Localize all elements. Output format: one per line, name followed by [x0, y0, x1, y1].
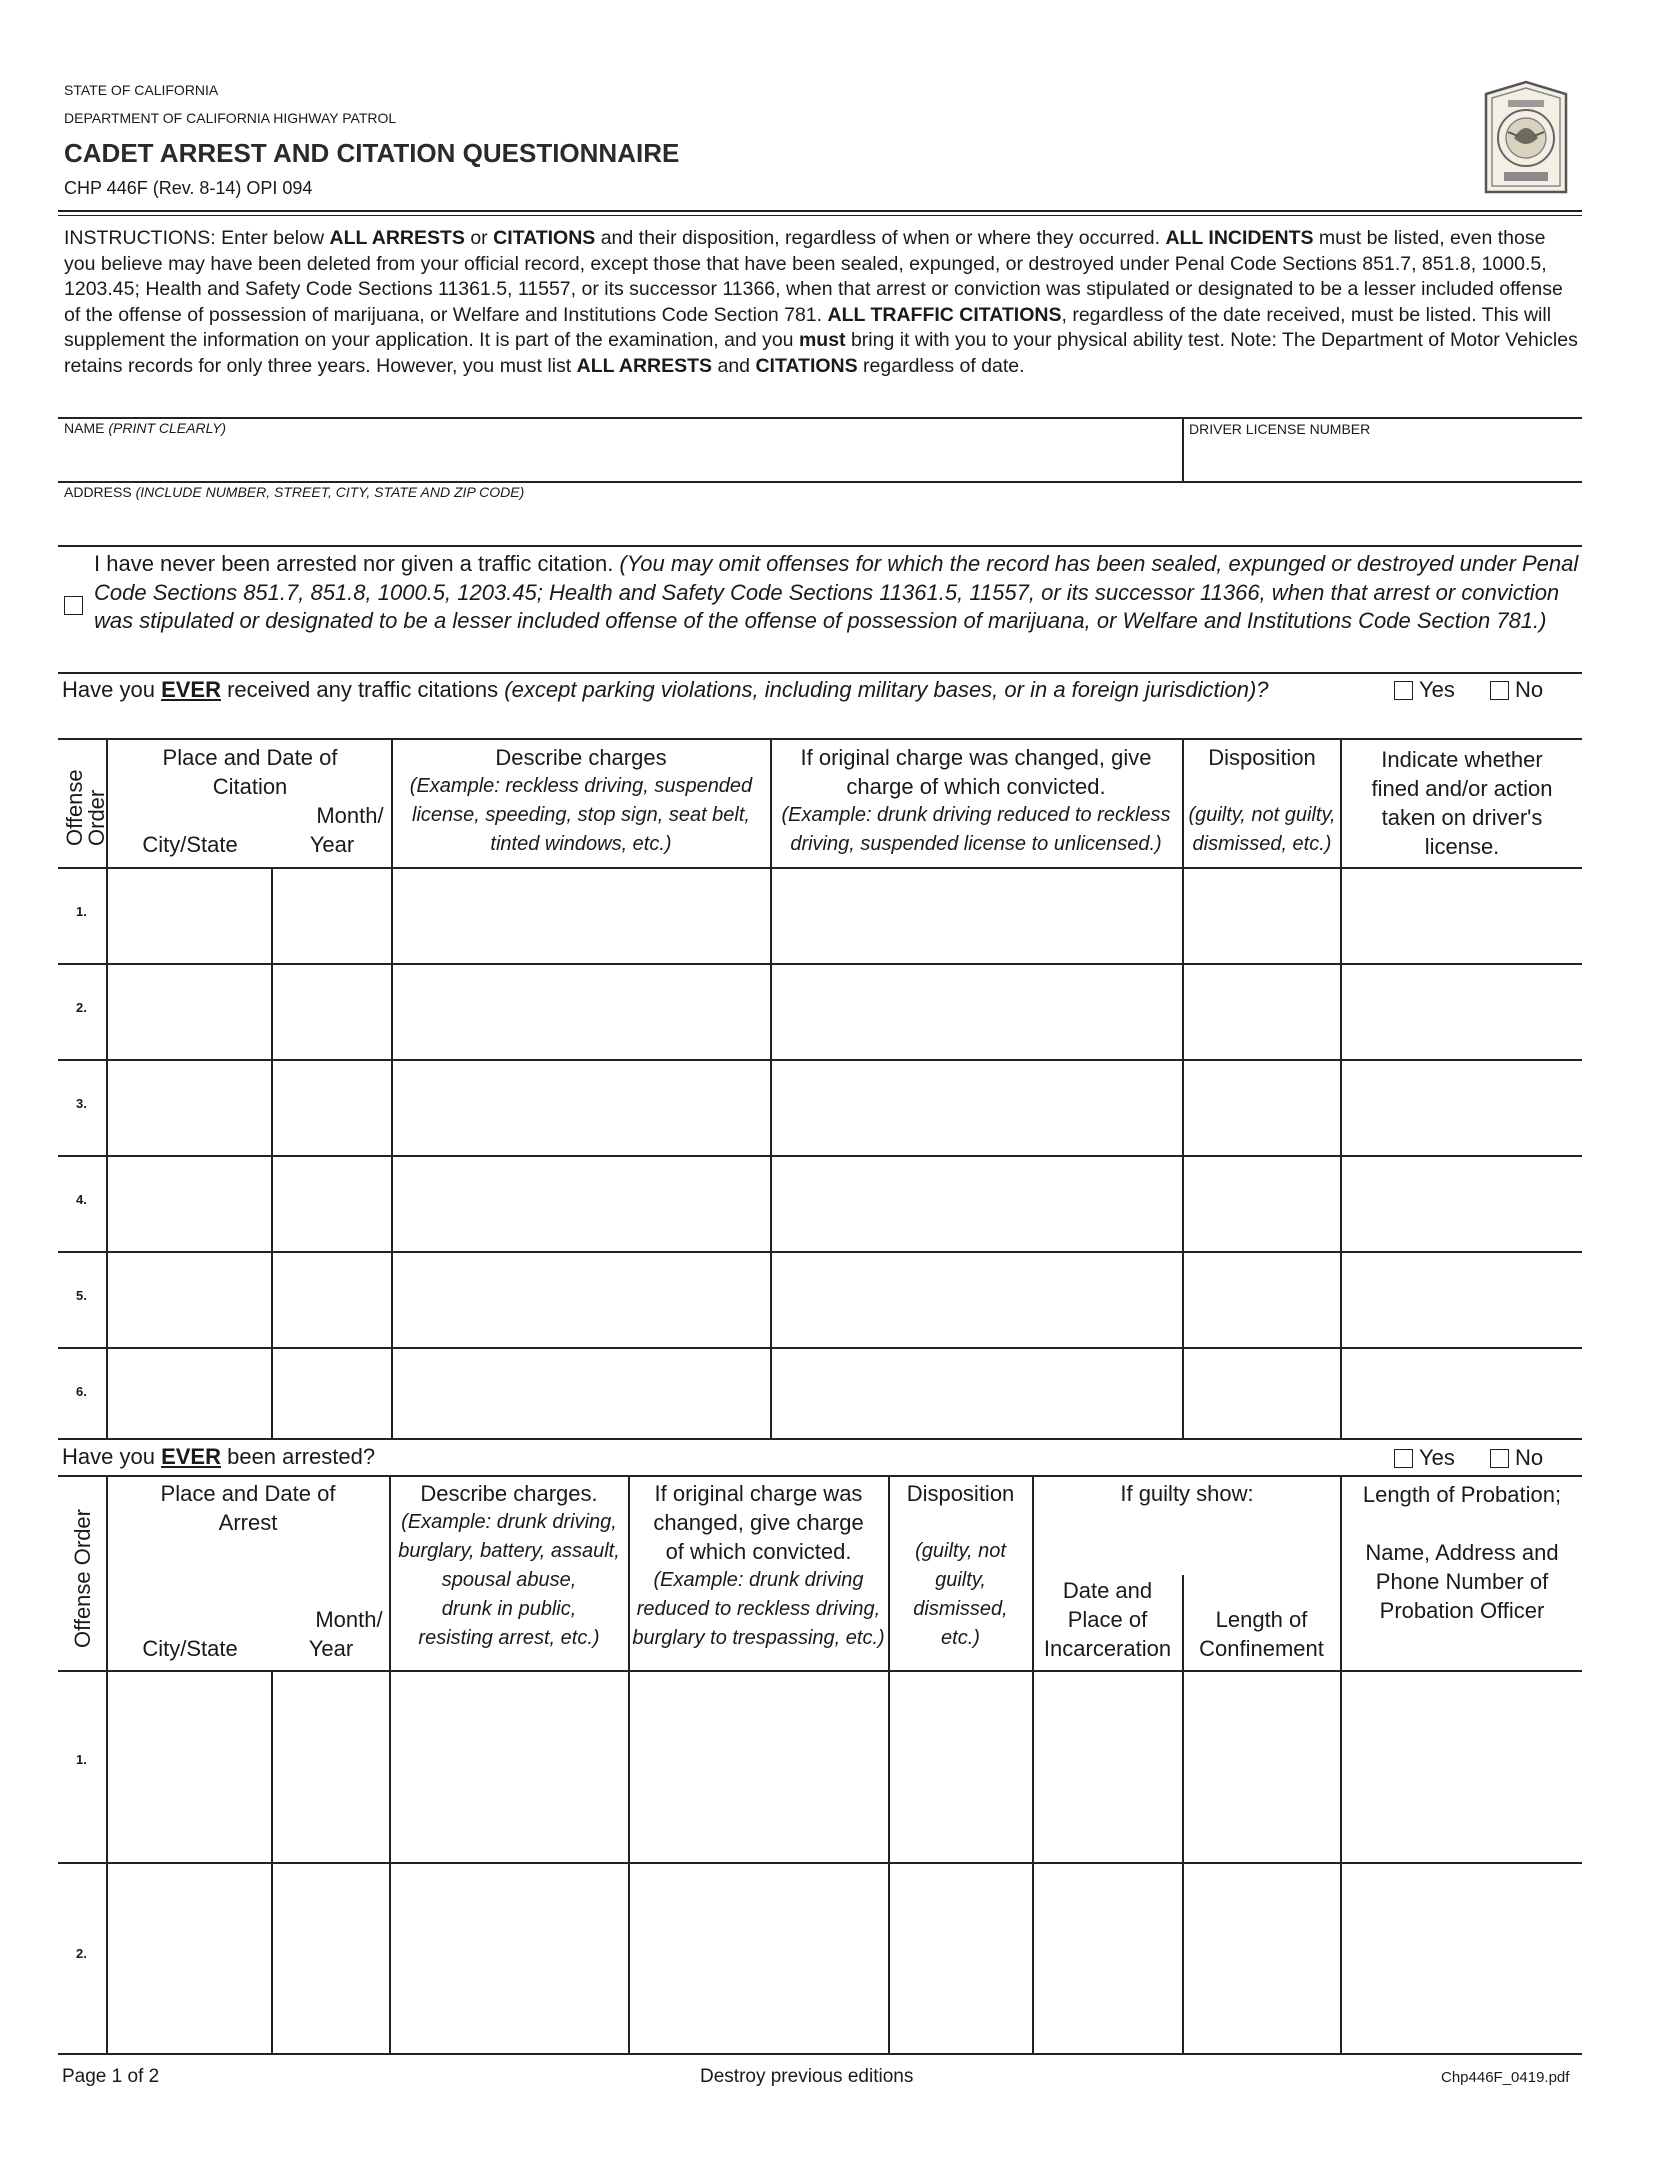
traffic-changed-charge-header: If original charge was changed, give charge of which convicted. (Example: drunk driving reduced to reckless driving, suspended license to unlicensed.)	[781, 745, 1171, 855]
arrest-row-2[interactable]	[108, 1864, 1580, 2052]
traffic-row-6-number: 6.	[76, 1384, 87, 1399]
destroy-notice: Destroy previous editions	[700, 2066, 914, 2087]
traffic-row-3[interactable]	[108, 1061, 1580, 1155]
form-number: CHP 446F (Rev. 8-14) OPI 094	[64, 178, 313, 198]
name-dl-divider	[1182, 417, 1184, 481]
arrest-changed-charge-header: If original charge was changed, give charge of which convicted. (Example: drunk driving reduced to reckless driving, burglary to trespassing, etc.)	[632, 1481, 885, 1649]
traffic-no-checkbox[interactable]	[1490, 681, 1509, 700]
never-arrested-checkbox[interactable]	[64, 596, 83, 615]
name-field-top-rule	[58, 417, 1582, 419]
header-rule-bottom	[58, 215, 1582, 216]
traffic-row-5[interactable]	[108, 1253, 1580, 1347]
arrest-no-label: No	[1515, 1445, 1544, 1470]
traffic-no-label: No	[1515, 677, 1544, 702]
arrest-city-state-header: City/State	[142, 1636, 238, 1661]
traffic-row-4-number: 4.	[76, 1192, 87, 1207]
arrest-row-1-number: 1.	[76, 1752, 87, 1767]
name-field-bottom-rule	[58, 481, 1582, 483]
traffic-yes-checkbox[interactable]	[1394, 681, 1413, 700]
instructions: INSTRUCTIONS: Enter below ALL ARRESTS or CITATIONS and their disposition, regardless of when or where they occurred. ALL INCIDENTS must be listed, even those you believe may have been deleted from your official record, except those that have been sealed, expunged, or destroyed under Penal Code Sections 851.7, 851.8, 1000.5, 1203.45; Health and Safety Code Sections 11361.5, 11557, or its successor 11366, when that arrest or conviction was stipulated or designated to be a lesser included offense of the offense of possession of marijuana, or Welfare and Institutions Code Section 781. ALL TRAFFIC CITATIONS, regardless of the date received, must be listed. This will supplement the information on your application. It is part of the examination, and you must bring it with you to your physical ability test. Note: The Department of Motor Vehicles retains records for only three years. However, you must list ALL ARRESTS and CITATIONS regardless of date.	[64, 227, 1578, 377]
address-input[interactable]	[60, 504, 1580, 544]
arrest-confinement-header: Length of Confinement	[1199, 1607, 1324, 1661]
name-label: NAME (PRINT CLEARLY)	[64, 420, 227, 436]
traffic-row-3-number: 3.	[76, 1096, 87, 1111]
address-bottom-rule	[58, 545, 1582, 547]
traffic-month-year-header: Month/ Year	[309, 803, 384, 857]
traffic-row-2-number: 2.	[76, 1000, 87, 1015]
arrest-incarceration-header: Date and Place of Incarceration	[1043, 1578, 1172, 1661]
arrest-row-1[interactable]	[108, 1672, 1580, 1862]
arrest-offense-order-header: Offense Order	[70, 1509, 95, 1648]
traffic-row-4[interactable]	[108, 1157, 1580, 1251]
arrest-question: Have you EVER been arrested?	[62, 1444, 376, 1469]
arrest-probation-header: Length of Probation; Name, Address and Phone Number of Probation Officer	[1362, 1482, 1562, 1623]
traffic-charges-header: Describe charges (Example: reckless driving, suspended license, speeding, stop sign, seat belt, tinted windows, etc.)	[409, 745, 753, 855]
traffic-place-date-header: Place and Date of Citation	[162, 745, 338, 799]
department-label: DEPARTMENT OF CALIFORNIA HIGHWAY PATROL	[64, 110, 397, 126]
traffic-question-rule	[58, 672, 1582, 674]
traffic-table-bottom	[58, 1438, 1582, 1440]
traffic-city-state-header: City/State	[142, 832, 238, 857]
traffic-fined-header: Indicate whether fined and/or action taken on driver's license.	[1371, 747, 1553, 859]
traffic-row-1-number: 1.	[76, 904, 87, 919]
chp-seal-icon	[1478, 80, 1574, 202]
dl-label: DRIVER LICENSE NUMBER	[1189, 421, 1371, 437]
traffic-row-2[interactable]	[108, 965, 1580, 1059]
arrest-guilty-show-header: If guilty show:	[1120, 1481, 1254, 1506]
arrest-no-checkbox[interactable]	[1490, 1449, 1509, 1468]
traffic-disposition-header: Disposition (guilty, not guilty, dismissed, etc.)	[1188, 745, 1336, 855]
arrest-yes-label: Yes	[1419, 1445, 1455, 1470]
traffic-table-top	[58, 738, 1582, 740]
traffic-offense-order-header: Offense Order	[62, 769, 109, 846]
traffic-row-6[interactable]	[108, 1349, 1580, 1437]
name-input[interactable]	[60, 440, 1180, 480]
arrest-charges-header: Describe charges. (Example: drunk driving, burglary, battery, assault, spousal abuse, drunk in public, resisting arrest, etc.)	[398, 1481, 620, 1649]
file-name: Chp446F_0419.pdf	[1441, 2069, 1570, 2086]
arrest-row-2-number: 2.	[76, 1946, 87, 1961]
traffic-question: Have you EVER received any traffic citations (except parking violations, including military bases, or in a foreign jurisdiction)?	[62, 677, 1269, 702]
address-label: ADDRESS (INCLUDE NUMBER, STREET, CITY, STATE AND ZIP CODE)	[64, 484, 525, 500]
arrest-yes-checkbox[interactable]	[1394, 1449, 1413, 1468]
traffic-row-5-number: 5.	[76, 1288, 87, 1303]
arrest-place-date-header: Place and Date of Arrest	[160, 1481, 336, 1535]
arrest-month-year-header: Month/ Year	[308, 1607, 383, 1661]
state-label: STATE OF CALIFORNIA	[64, 82, 219, 98]
arrest-table-bottom	[58, 2053, 1582, 2055]
never-arrested-statement: I have never been arrested nor given a traffic citation. (You may omit offenses for which the record has been sealed, expunged or destroyed under Penal Code Sections 851.7, 851.8, 1000.5, 1203.45; Health and Safety Code Sections 11361.5, 11557, or its successor 11366, when that arrest or conviction was stipulated or designated to be a lesser included offense of the offense of possession of marijuana, or Welfare and Institutions Code Section 781.)	[94, 551, 1579, 633]
driver-license-input[interactable]	[1186, 440, 1580, 480]
arrest-disposition-header: Disposition (guilty, not guilty, dismissed, etc.)	[906, 1481, 1015, 1649]
traffic-yes-label: Yes	[1419, 677, 1455, 702]
arrest-table-top	[58, 1475, 1582, 1477]
traffic-row-1[interactable]	[108, 869, 1580, 963]
page-title: CADET ARREST AND CITATION QUESTIONNAIRE	[64, 138, 680, 168]
header-rule-top	[58, 210, 1582, 212]
page-number: Page 1 of 2	[62, 2066, 160, 2087]
